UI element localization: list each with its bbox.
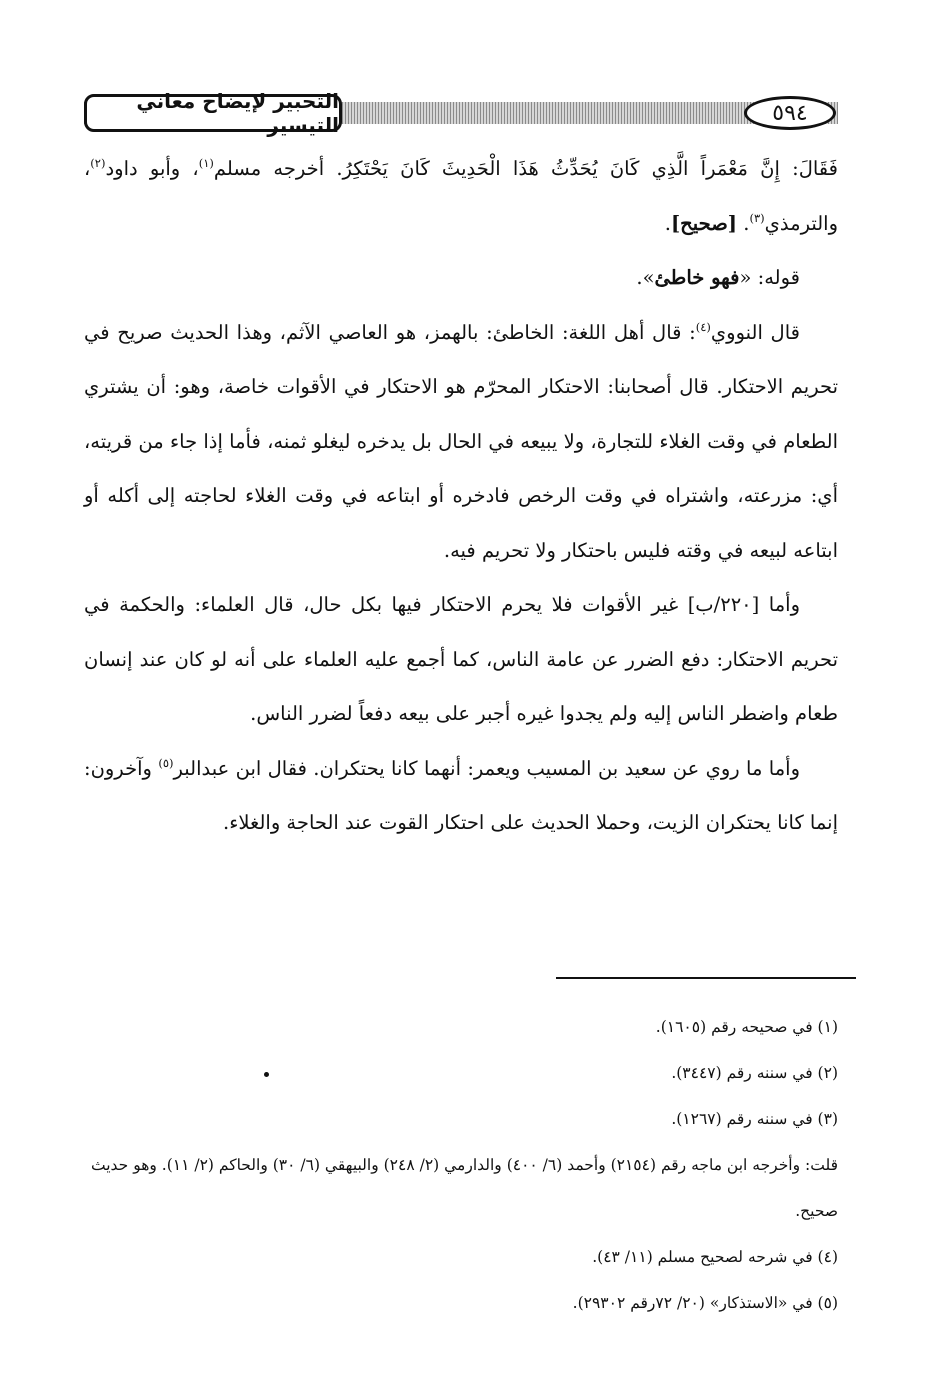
footnote-4: (٤) في شرحه لصحيح مسلم (١١/ ٤٣). (592, 1248, 838, 1266)
footnote-ref-3: (٣) (749, 210, 765, 225)
footnote-note: قلت: وأخرجه ابن ماجه رقم (٢١٥٤) وأحمد (٦/ ٤٠٠) والدارمي (٢/ ٢٤٨) والبيهقي (٦/ ٣٠) والحاكم (٢/ ١١). وهو حديث صحيح. (91, 1156, 838, 1220)
footnote-ref-1: (١) (198, 156, 214, 170)
hadith-text: فَقَالَ: إِنَّ مَعْمَراً الَّذِي كَانَ يُحَدِّثُ هَذَا الْحَدِيثَ كَانَ يَحْتَكِرُ. أخرجه مسلم (213, 157, 838, 180)
main-text (84, 142, 838, 851)
paragraph-3 (84, 306, 838, 579)
paragraph-text: قال النووي (710, 320, 800, 344)
paragraph-text: قوله: « (739, 266, 800, 289)
footnote-separator (556, 977, 856, 979)
paragraph-text: . (664, 211, 671, 235)
book-title: التحبير لإيضاح معاني التيسير (84, 94, 342, 132)
paragraph-text: . (737, 211, 750, 235)
footnote-2: (٢) في سننه رقم (٣٤٤٧). (671, 1064, 838, 1082)
footnotes (84, 1004, 838, 1326)
page-header (84, 89, 838, 144)
paragraph-4: وأما [٢٢٠/ب] غير الأقوات فلا يحرم الاحتكار فيها بكل حال، قال العلماء: والحكمة في تحريم الاحتكار: دفع الضرر عن عامة الناس، كما أجمع عليه العلماء على أنه لو كان عند إنسان طعام واضطر الناس إليه ولم يجدوا غيره أجبر على بيعه دفعاً لضرر الناس. (84, 593, 838, 725)
paragraph-text: وآخرون: إنما كانا يحتكران الزيت، وحملا الحديث على احتكار القوت عند الحاجة والغلاء. (84, 756, 838, 834)
paragraph-2 (84, 251, 838, 306)
paragraph-1 (84, 142, 838, 251)
footnote-1: (١) في صحيحه رقم (١٦٠٥). (655, 1018, 838, 1036)
footnote-3: (٣) في سننه رقم (١٢٦٧). (671, 1110, 838, 1128)
footnote-5: (٥) في «الاستذكار» (٢٠/ ٧٢رقم ٢٩٣٠٢). (572, 1294, 838, 1312)
paragraph-text: : قال أهل اللغة: الخاطئ: بالهمز، هو العاصي الآثم، وهذا الحديث صريح في تحريم الاحتكار. قال أصحابنا: الاحتكار المحرّم هو الاحتكار في الأقوات خاصة، وهو: أن يشتري الطعام في وقت الغلاء للتجارة، ولا يبيعه في الحال بل يدخره ليغلو ثمنه، فأما إذا جاء من قريته، أي: مزرعته، واشتراه في وقت الرخص فادخره أو ابتاعه في وقت الغلاء لحاجته إلى أكله أو ابتاعه لبيعه في وقته فليس باحتكار ولا تحريم فيه. (84, 320, 838, 562)
stray-dot (264, 1072, 269, 1077)
hadith-grade: [صحيح] (670, 211, 738, 235)
page-number: ٥٩٤ (744, 96, 836, 130)
paragraph-text: ، والترمذي (84, 157, 838, 235)
footnote-ref-4: (٤) (695, 319, 711, 334)
paragraph-text: وأما ما روي عن سعيد بن المسيب ويعمر: أنهما كانا يحتكران. فقال ابن عبدالبر (173, 756, 801, 780)
footnote-ref-5: (٥) (158, 755, 174, 770)
quoted-phrase: فهو خاطئ (654, 266, 740, 289)
footnote-ref-2: (٢) (90, 156, 106, 170)
paragraph-text: ». (636, 266, 655, 289)
paragraph-text: ، وأبو داود (105, 157, 199, 180)
paragraph-5 (84, 742, 838, 851)
